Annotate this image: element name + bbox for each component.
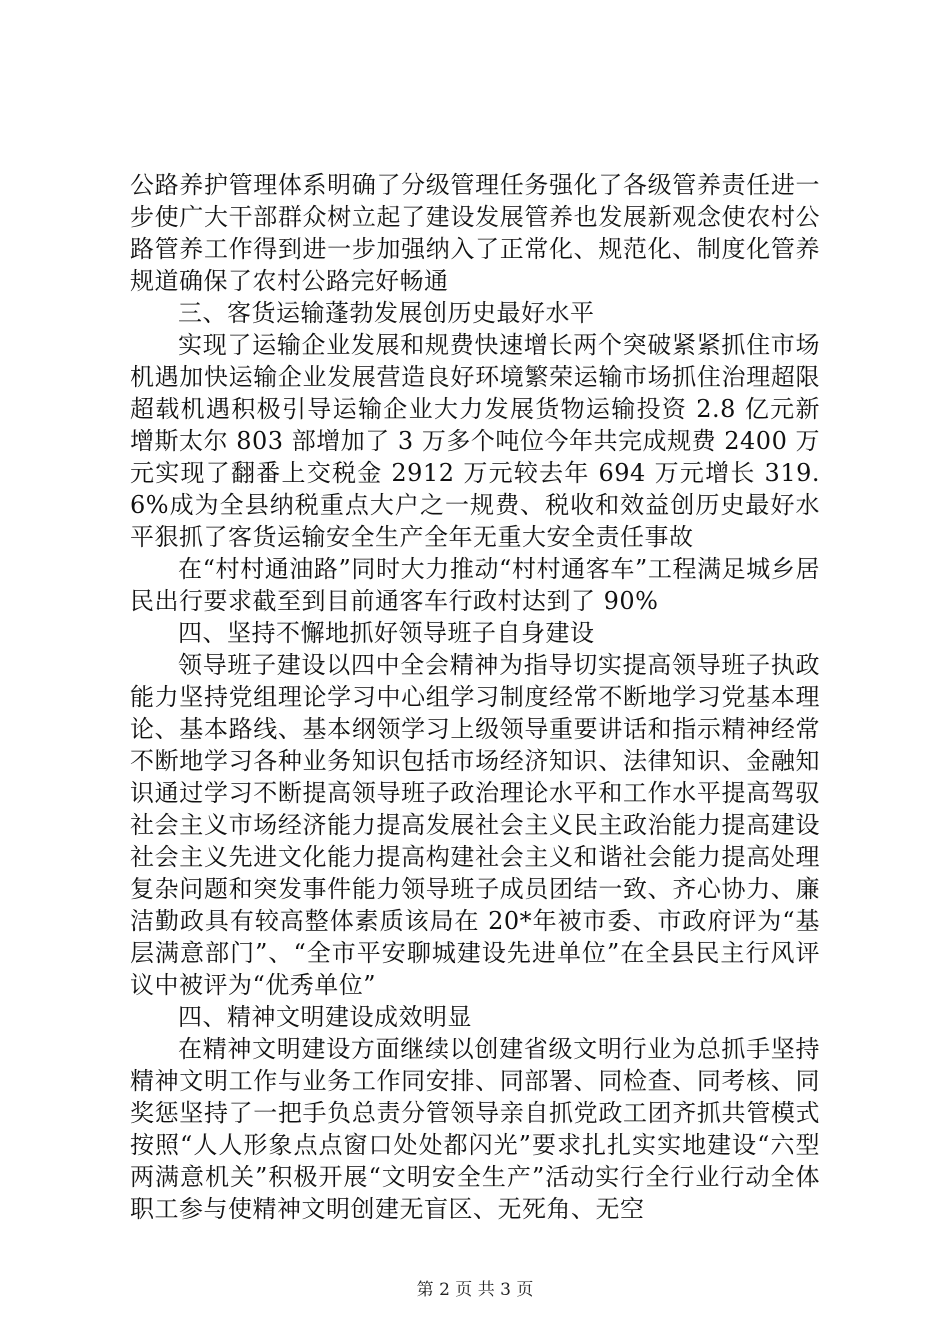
paragraph-4: 在“村村通油路”同时大力推动“村村通客车”工程满足城乡居民出行要求截至到目前通客车行政村达到了 90% xyxy=(130,555,820,615)
section-heading-4a: 四、坚持不懈地抓好领导班子自身建设 xyxy=(178,619,595,647)
paragraph-3: 实现了运输企业发展和规费快速增长两个突破紧紧抓住市场机遇加快运输企业发展营造良好环境繁荣运输市场抓住治理超限超载机遇积极引导运输企业大力发展货物运输投资 2.8 亿元新增斯太尔 803 部增加了 3 万多个吨位今年共完成规费 2400 万元实现了翻番上交税金 2912 万元较去年 694 万元增长 319.6%成为全县纳税重点大户之一规费、税收和效益创历史最好水平狠抓了客货运输安全生产全年无重大安全责任事故 xyxy=(130,331,820,551)
body-text xyxy=(130,169,820,1225)
paragraph-8: 在精神文明建设方面继续以创建省级文明行业为总抓手坚持精神文明工作与业务工作同安排、同部署、同检查、同考核、同奖惩坚持了一把手负总责分管领导亲自抓党政工团齐抓共管模式按照“人人形象点点窗口处处都闪光”要求扎扎实实地建设“六型两满意机关”积极开展“文明安全生产”活动实行全行业行动全体职工参与使精神文明创建无盲区、无死角、无空 xyxy=(130,1035,820,1223)
section-heading-4b: 四、精神文明建设成效明显 xyxy=(178,1003,472,1031)
paragraph-1: 公路养护管理体系明确了分级管理任务强化了各级管养责任进一步使广大干部群众树立起了建设发展管养也发展新观念使农村公路管养工作得到进一步加强纳入了正常化、规范化、制度化管养规道确保了农村公路完好畅通 xyxy=(130,171,820,295)
section-heading-3: 三、客货运输蓬勃发展创历史最好水平 xyxy=(178,299,595,327)
paragraph-6: 领导班子建设以四中全会精神为指导切实提高领导班子执政能力坚持党组理论学习中心组学习制度经常不断地学习党基本理论、基本路线、基本纲领学习上级领导重要讲话和指示精神经常不断地学习各种业务知识包括市场经济知识、法律知识、金融知识通过学习不断提高领导班子政治理论水平和工作水平提高驾驭社会主义市场经济能力提高发展社会主义民主政治能力提高建设社会主义先进文化能力提高构建社会主义和谐社会能力提高处理复杂问题和突发事件能力领导班子成员团结一致、齐心协力、廉洁勤政具有较高整体素质该局在 20*年被市委、市政府评为“基层满意部门”、“全市平安聊城建设先进单位”在全县民主行风评议中被评为“优秀单位” xyxy=(130,651,820,999)
page-number: 第 2 页 共 3 页 xyxy=(416,1280,534,1300)
